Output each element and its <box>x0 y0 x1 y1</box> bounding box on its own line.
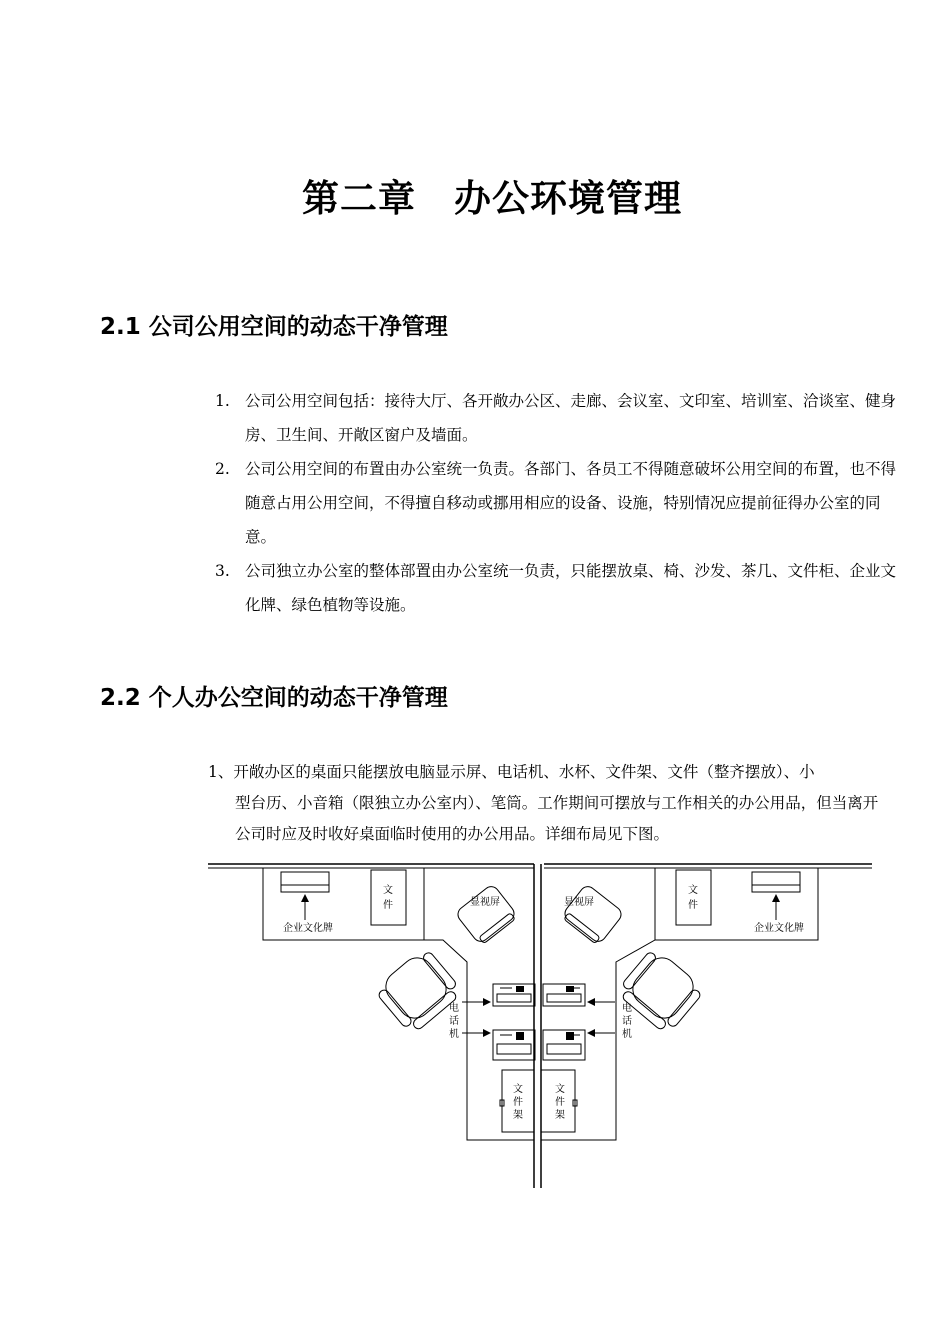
section-heading-2-1: 2.1 公司公用空间的动态干净管理 <box>100 314 448 340</box>
phone-left-top <box>493 984 535 1006</box>
file-rack-label-left-1: 文 <box>513 1084 523 1095</box>
list-item-number: 2. <box>215 460 230 478</box>
list-item-text: 公司公用空间的布置由办公室统一负责。各部门、各员工不得随意破坏公用空间的布置，也不得随意占用公用空间，不得擅自移动或挪用相应的设备、设施，特别情况应提前征得办公室的同意。 <box>245 460 897 546</box>
phone-right-top <box>543 984 585 1006</box>
culture-board-right <box>752 872 800 892</box>
monitor-label-left: 显视屏 <box>470 897 500 908</box>
phone-right-bottom <box>543 1030 585 1060</box>
file-label-left-1: 文 <box>383 885 393 896</box>
phone-label-left-3: 机 <box>449 1029 459 1040</box>
section-heading-2-2: 2.2 个人办公空间的动态干净管理 <box>100 685 448 711</box>
file-rack-label-left-3: 架 <box>513 1110 523 1121</box>
list-item-number: 1. <box>215 392 230 410</box>
phone-label-left-2: 话 <box>449 1016 459 1027</box>
list-item-text: 公司公用空间包括：接待大厅、各开敞办公区、走廊、会议室、文印室、培训室、洽谈室、健身房、卫生间、开敞区窗户及墙面。 <box>245 392 897 444</box>
file-label-right-2: 件 <box>688 900 698 911</box>
file-rack-label-left-2: 件 <box>513 1097 523 1108</box>
file-rack-label-right-1: 文 <box>555 1084 565 1095</box>
culture-board-label-left: 企业文化牌 <box>283 923 333 934</box>
monitor-left <box>455 883 519 946</box>
phone-label-right-2: 话 <box>622 1016 632 1027</box>
file-rack-label-right-3: 架 <box>555 1110 565 1121</box>
paragraph-first-line: 1、开敞办区的桌面只能摆放电脑显示屏、电话机、水杯、文件架、文件（整齐摆放）、小 <box>208 763 815 781</box>
monitor-label-right: 显视屏 <box>564 897 594 908</box>
file-rack-label-right-2: 件 <box>555 1097 565 1108</box>
culture-board-left <box>281 872 329 892</box>
chapter-title: 第二章 办公环境管理 <box>302 176 682 220</box>
file-cabinet-right <box>676 870 711 925</box>
culture-board-label-right: 企业文化牌 <box>754 923 804 934</box>
monitor-right <box>561 883 625 946</box>
file-label-left-2: 件 <box>383 900 393 911</box>
file-label-right-1: 文 <box>688 885 698 896</box>
phone-label-right-3: 机 <box>622 1029 632 1040</box>
list-item-number: 3. <box>215 562 230 580</box>
paragraph-continuation: 型台历、小音箱（限独立办公室内）、笔筒。工作期间可摆放与工作相关的办公用品，但当离开公司时应及时收好桌面临时使用的办公用品。详细布局见下图。 <box>235 794 879 843</box>
phone-label-left-1: 电 <box>449 1003 459 1014</box>
file-cabinet-left <box>371 870 406 925</box>
list-item-text: 公司独立办公室的整体部置由办公室统一负责，只能摆放桌、椅、沙发、茶几、文件柜、企业文化牌、绿色植物等设施。 <box>245 562 897 614</box>
phone-label-right-1: 电 <box>622 1003 632 1014</box>
phone-left-bottom <box>493 1030 535 1060</box>
